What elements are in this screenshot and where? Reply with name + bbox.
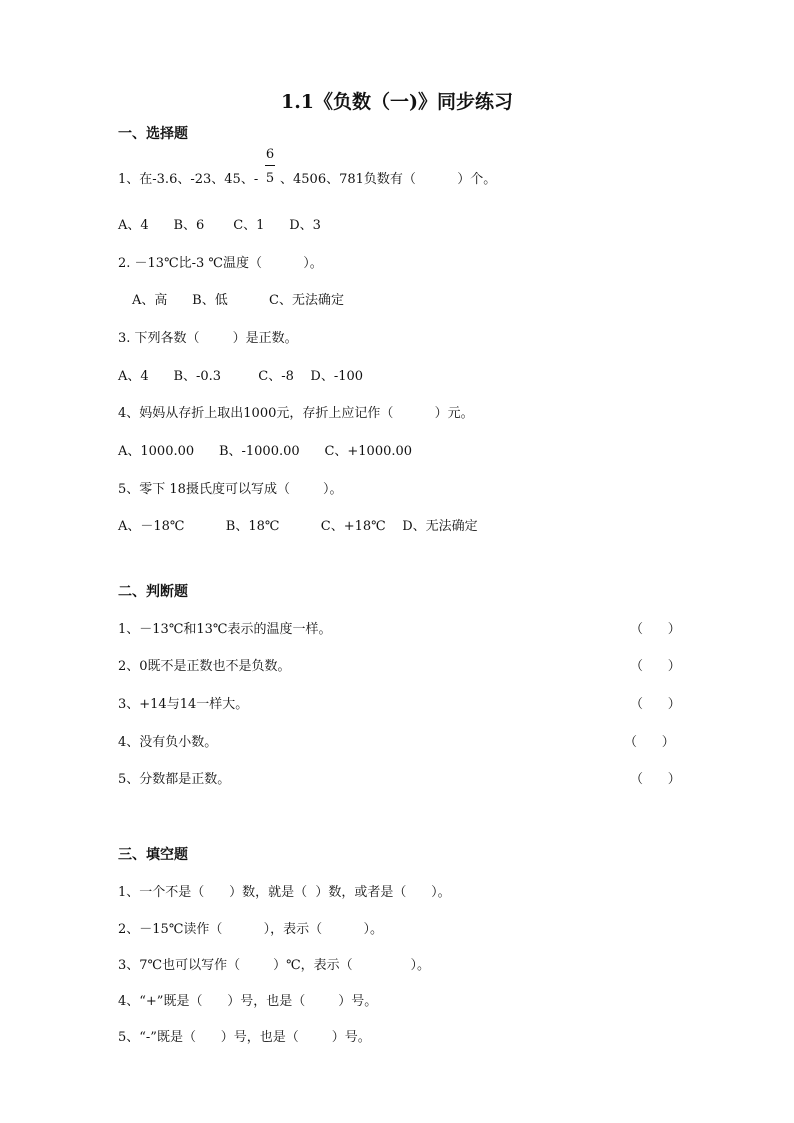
question-3-options: A、4 B、-0.3 C、-8 D、-100 <box>118 369 364 384</box>
fill-item-1: 1、一个不是（ ）数，就是（ ）数，或者是（ ）。 <box>118 885 451 900</box>
question-2-text: 2. －13℃比-3 ℃温度（ ）。 <box>118 256 323 271</box>
section-heading-judge: 二、判断题 <box>118 584 188 600</box>
judge-item-1: 1、－13℃和13℃表示的温度一样。 <box>118 622 332 637</box>
question-3-text: 3. 下列各数（ ）是正数。 <box>118 331 298 346</box>
question-1-suffix: 、4506、781负数有（ ）个。 <box>280 172 497 187</box>
fraction-bar <box>265 165 275 166</box>
judge-answer-blank-4: （ ） <box>624 735 675 750</box>
question-5-text: 5、零下 18摄氏度可以写成（ ）。 <box>118 482 343 497</box>
judge-item-4: 4、没有负小数。 <box>118 735 218 750</box>
fill-item-3: 3、7℃也可以写作（ ）℃，表示（ ）。 <box>118 958 431 973</box>
question-1-prefix: 1、在-3.6、-23、45、- <box>118 172 259 187</box>
section-heading-fill: 三、填空题 <box>118 847 188 863</box>
fill-item-2: 2、－15℃读作（ ），表示（ ）。 <box>118 922 384 937</box>
judge-item-2: 2、0既不是正数也不是负数。 <box>118 659 291 674</box>
question-4-text: 4、妈妈从存折上取出1000元，存折上应记作（ ）元。 <box>118 406 474 421</box>
page-title: 1.1《负数（一)》同步练习 <box>280 91 514 113</box>
question-1-options: A、4 B、6 C、1 D、3 <box>118 218 321 233</box>
question-2-options: A、高 B、低 C、无法确定 <box>132 293 345 308</box>
question-4-options: A、1000.00 B、-1000.00 C、+1000.00 <box>118 444 413 459</box>
fraction-denominator: 5 <box>265 171 275 186</box>
judge-answer-blank-5: （ ） <box>630 772 681 787</box>
section-heading-choice: 一、选择题 <box>118 126 188 142</box>
fill-item-5: 5、“-”既是（ ）号，也是（ ）号。 <box>118 1030 371 1045</box>
judge-answer-blank-1: （ ） <box>630 622 681 637</box>
judge-answer-blank-2: （ ） <box>630 659 681 674</box>
judge-answer-blank-3: （ ） <box>630 697 681 712</box>
judge-item-3: 3、+14与14一样大。 <box>118 697 249 712</box>
judge-item-5: 5、分数都是正数。 <box>118 772 231 787</box>
fraction-numerator: 6 <box>265 147 275 162</box>
question-5-options: A、－18℃ B、18℃ C、+18℃ D、无法确定 <box>118 519 478 534</box>
fill-item-4: 4、“+”既是（ ）号，也是（ ）号。 <box>118 994 378 1009</box>
